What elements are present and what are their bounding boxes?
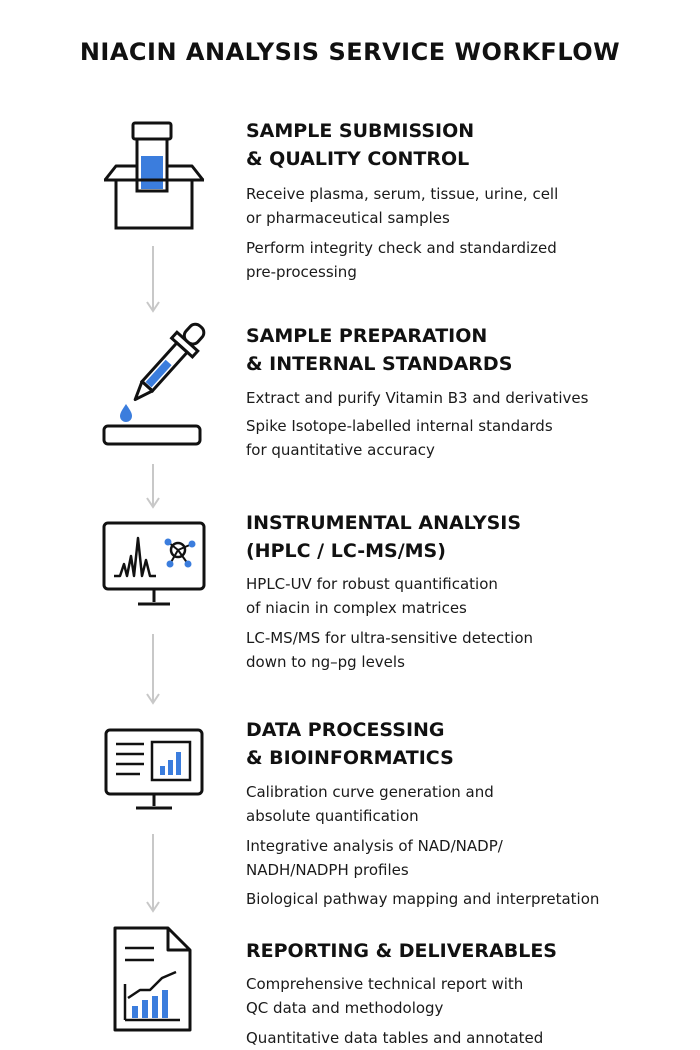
step-3-title: INSTRUMENTAL ANALYSIS (HPLC / LC-MS/MS) bbox=[246, 512, 522, 562]
flow-arrow-2 bbox=[143, 462, 163, 512]
step-2-bullet-2: Spike Isotope-labelled internal standards for quantitative accuracy bbox=[246, 417, 553, 459]
step-1-bullet-2: Perform integrity check and standardized pre-processing bbox=[246, 239, 557, 281]
chromatogram-monitor-icon bbox=[100, 520, 208, 612]
step-5-bullet-2: Quantitative data tables and annotated bbox=[246, 1029, 544, 1047]
step-3-bullet-2: LC-MS/MS for ultra-sensitive detection down to ng–pg levels bbox=[246, 629, 534, 671]
flow-arrow-4 bbox=[143, 832, 163, 916]
step-1-title: SAMPLE SUBMISSION & QUALITY CONTROL bbox=[246, 120, 475, 170]
page-title: NIACIN ANALYSIS SERVICE WORKFLOW bbox=[79, 38, 621, 66]
report-document-icon bbox=[110, 924, 196, 1036]
step-4-title: DATA PROCESSING & BIOINFORMATICS bbox=[246, 719, 454, 769]
step-2-bullet-1: Extract and purify Vitamin B3 and derivatives bbox=[246, 389, 589, 407]
step-4-bullet-1: Calibration curve generation and absolute quantification bbox=[246, 783, 494, 825]
step-3-bullet-1: HPLC-UV for robust quantification of niacin in complex matrices bbox=[246, 575, 498, 617]
flow-arrow-1 bbox=[143, 244, 163, 316]
step-5-title: REPORTING & DELIVERABLES bbox=[246, 940, 557, 962]
flow-arrow-3 bbox=[143, 632, 163, 708]
step-4-bullet-3: Biological pathway mapping and interpretation bbox=[246, 890, 600, 908]
dropper-icon bbox=[100, 322, 208, 448]
sample-tube-box-icon bbox=[100, 118, 208, 234]
step-2-title: SAMPLE PREPARATION & INTERNAL STANDARDS bbox=[246, 325, 513, 375]
step-4-bullet-2: Integrative analysis of NAD/NADP/ NADH/NADPH profiles bbox=[246, 837, 503, 879]
step-5-bullet-1: Comprehensive technical report with QC data and methodology bbox=[246, 975, 524, 1017]
step-1-bullet-1: Receive plasma, serum, tissue, urine, cell or pharmaceutical samples bbox=[246, 185, 559, 227]
data-monitor-icon bbox=[100, 726, 208, 814]
